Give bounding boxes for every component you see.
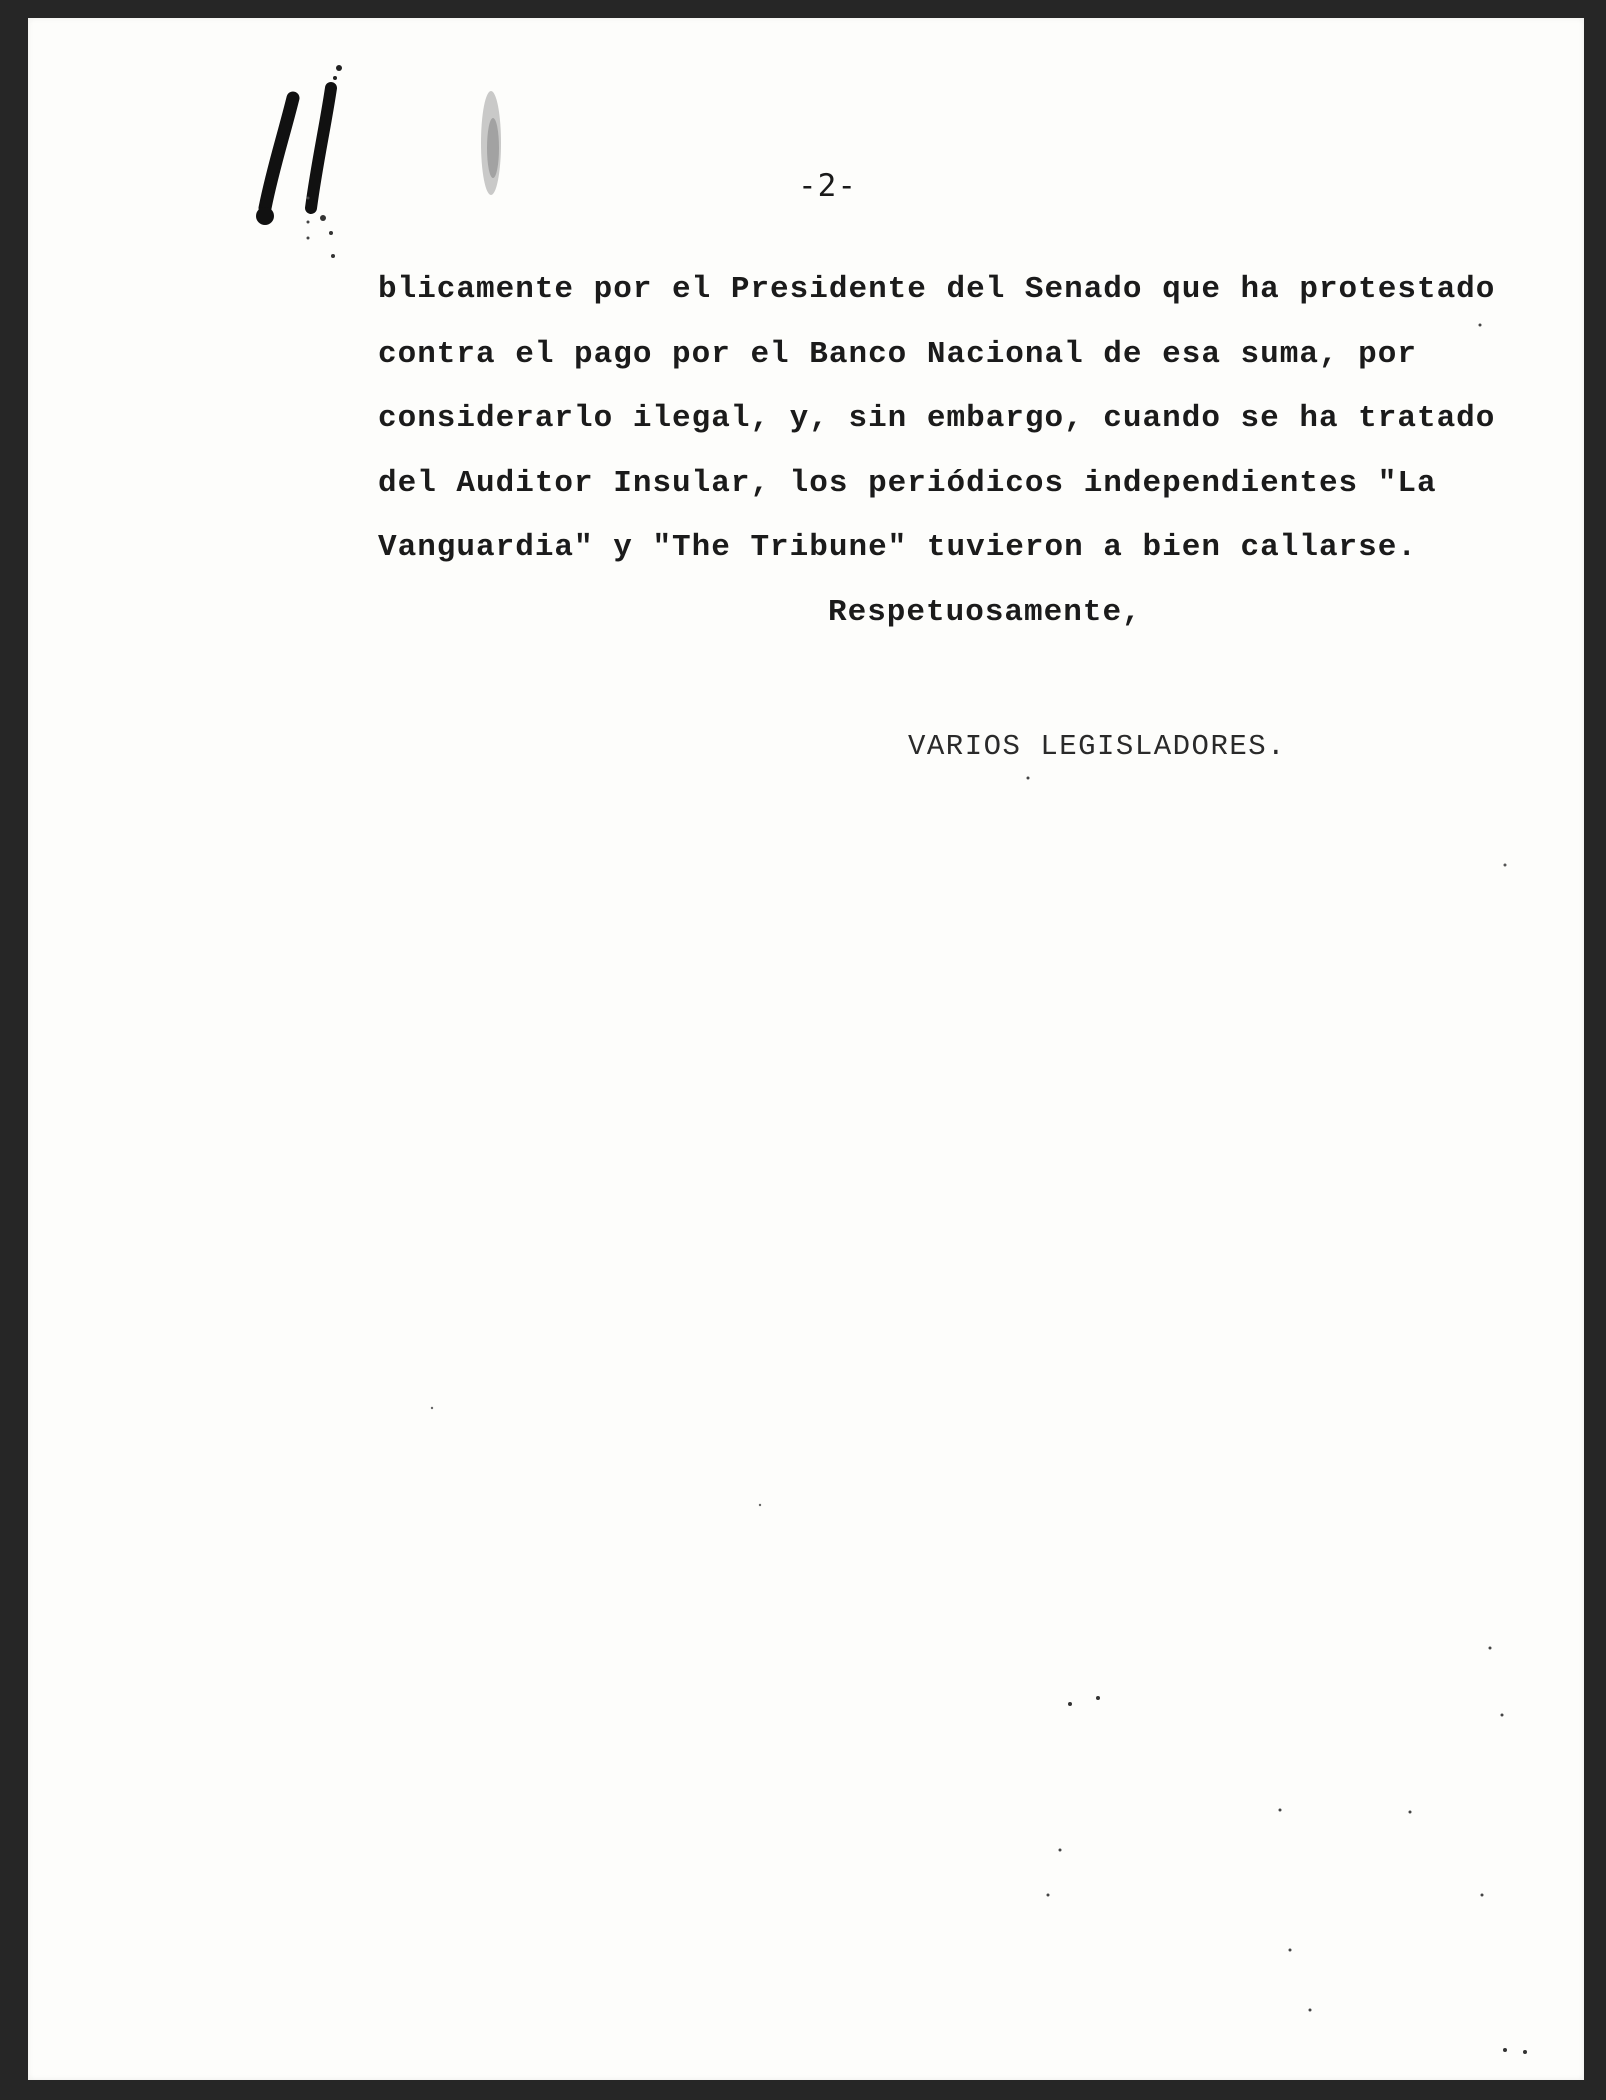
signature-line: VARIOS LEGISLADORES. [908,730,1287,763]
handwritten-ink-mark [253,58,363,258]
ink-smudge [466,78,516,208]
closing-salutation: Respetuosamente, [828,595,1142,630]
body-line: del Auditor Insular, los periódicos independientes "La [378,465,1437,501]
body-line: considerarlo ilegal, y, sin embargo, cuando se ha tratado [378,401,1496,436]
body-line: contra el pago por el Banco Nacional de esa suma, por [378,336,1417,372]
page-number: -2- [798,168,857,204]
body-paragraph [378,258,1508,581]
document-page [28,18,1584,2080]
body-line: blicamente por el Presidente del Senado que ha protestado [378,272,1496,307]
body-line: Vanguardia" y "The Tribune" tuvieron a bien callarse. [378,530,1417,565]
